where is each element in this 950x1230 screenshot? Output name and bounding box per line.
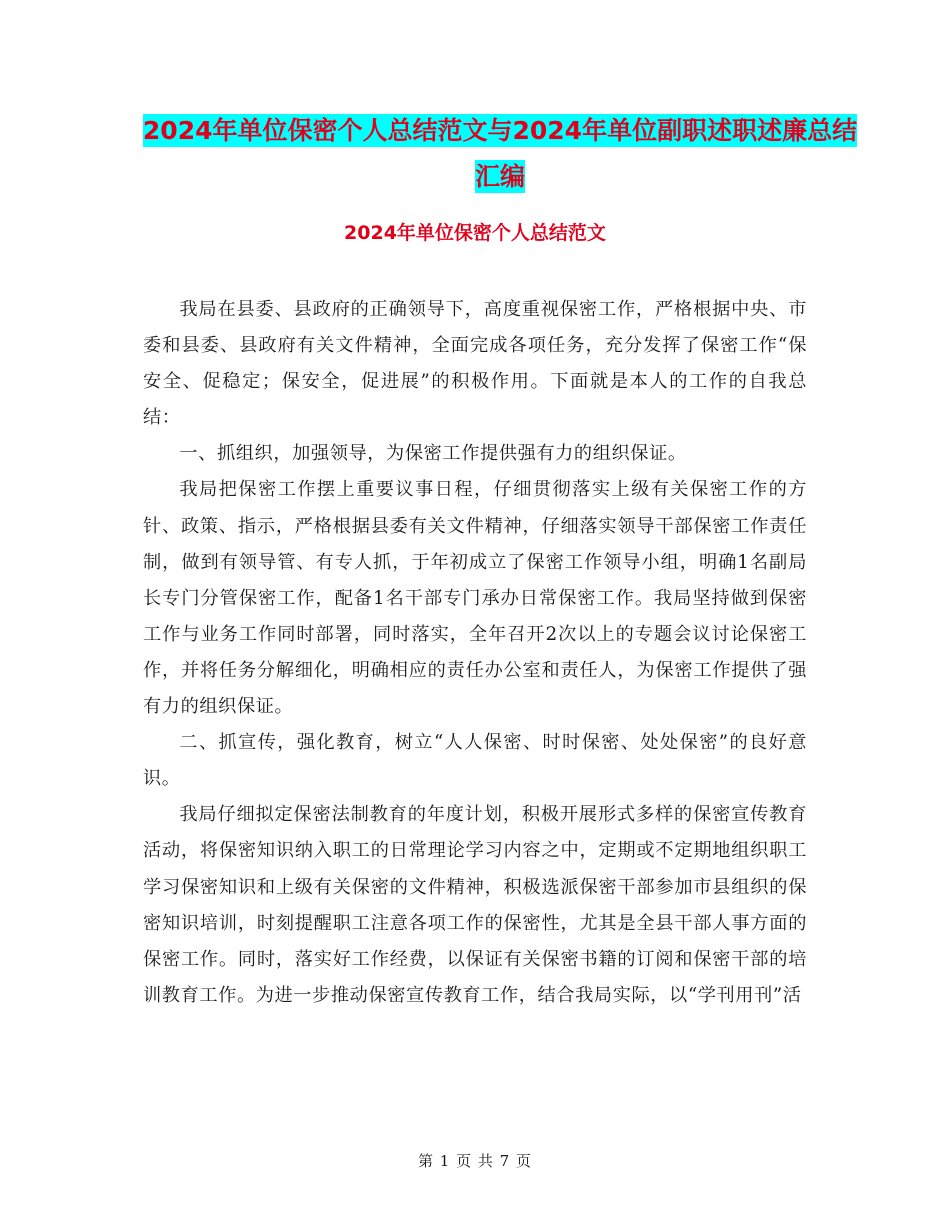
document-body <box>143 292 807 1014</box>
section-title: 2024年单位保密个人总结范文 <box>344 222 606 244</box>
document-title <box>140 108 860 200</box>
paragraph: 我局把保密工作摆上重要议事日程，仔细贯彻落实上级有关保密工作的方针、政策、指示，严格根据县委有关文件精神，仔细落实领导干部保密工作责任制，做到有领导管、有专人抓，于年初成立了保密工作领导小组，明确1名副局长专门分管保密工作，配备1名干部专门承办日常保密工作。我局坚持做到保密工作与业务工作同时部署，同时落实，全年召开2次以上的专题会议讨论保密工作，并将任务分解细化，明确相应的责任办公室和责任人，为保密工作提供了强有力的组织保证。 <box>143 479 807 718</box>
paragraph: 我局在县委、县政府的正确领导下，高度重视保密工作，严格根据中央、市委和县委、县政府有关文件精神，全面完成各项任务，充分发挥了保密工作“保安全、促稳定；保安全，促进展”的积极作用。下面就是本人的工作的自我总结： <box>143 299 807 429</box>
paragraph: 一、抓组织，加强领导，为保密工作提供强有力的组织保证。 <box>179 443 687 465</box>
paragraph: 二、抓宣传，强化教育，树立“人人保密、时时保密、处处保密”的良好意识。 <box>143 732 807 790</box>
page-footer: 第 1 页 共 7 页 <box>418 1152 532 1170</box>
document-title-text: 2024年单位保密个人总结范文与2024年单位副职述职述廉总结汇编 <box>142 116 858 191</box>
paragraph: 我局仔细拟定保密法制教育的年度计划，积极开展形式多样的保密宣传教育活动，将保密知识纳入职工的日常理论学习内容之中，定期或不定期地组织职工学习保密知识和上级有关保密的文件精神，积极选派保密干部参加市县组织的保密知识培训，时刻提醒职工注意各项工作的保密性，尤其是全县干部人事方面的保密工作。同时，落实好工作经费，以保证有关保密书籍的订阅和保密干部的培训教育工作。为进一步推动保密宣传教育工作，结合我局实际，以“学刊用刊”活 <box>143 804 807 1006</box>
